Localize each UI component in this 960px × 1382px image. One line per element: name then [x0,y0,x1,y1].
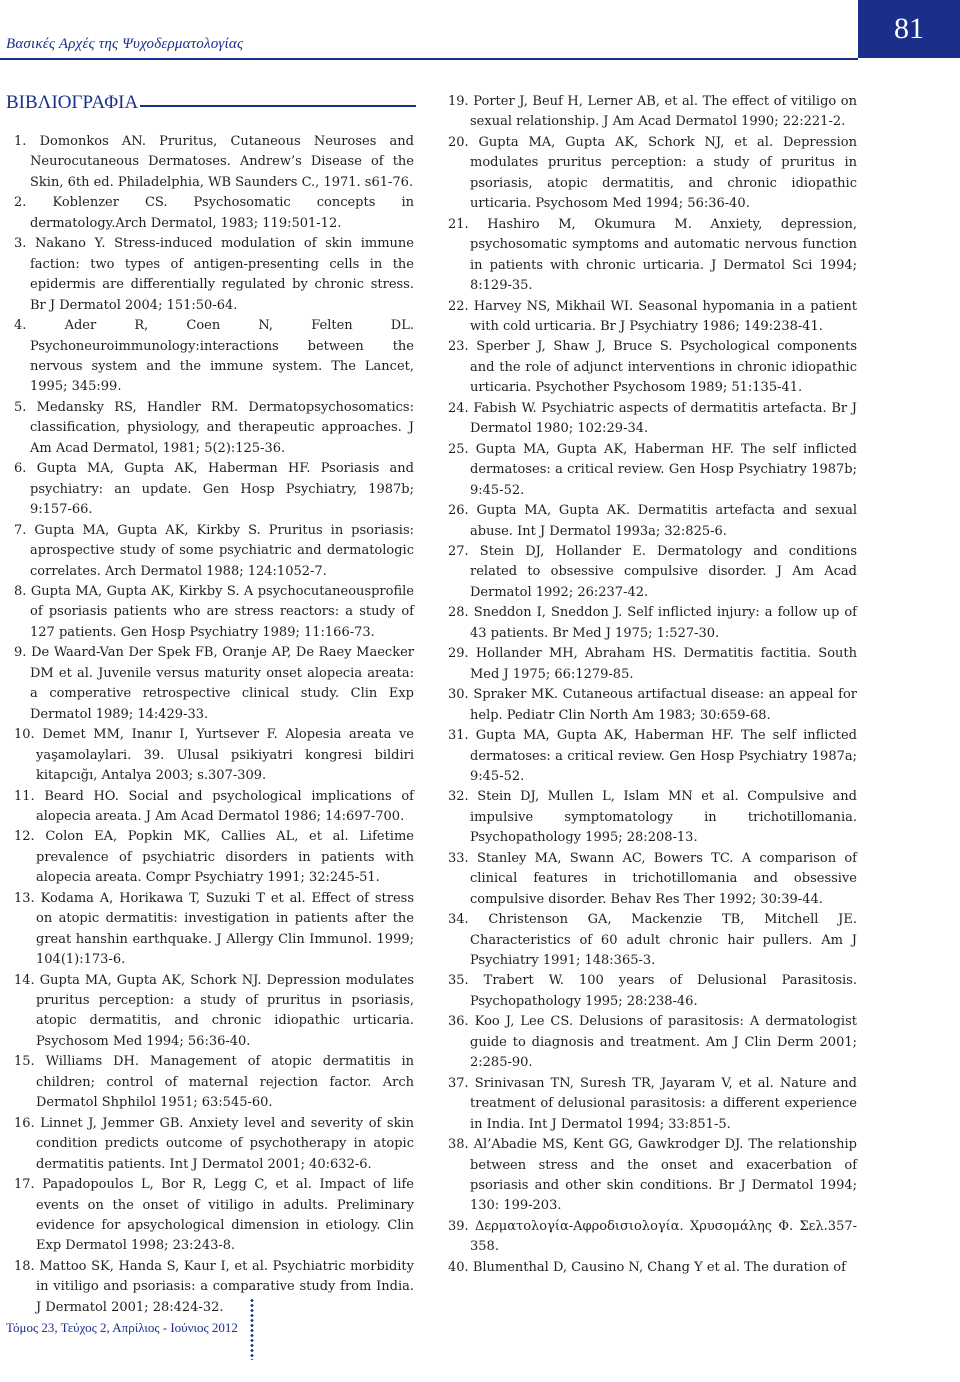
section-heading-rule [140,105,416,107]
reference-text: Al’Abadie MS, Kent GG, Gawkrodger DJ. The relationship between stress and the onset and exacerbation of psoriasis and other skin conditions. Br J Dermatol 1994; 130: 199-203. [470,1137,857,1214]
reference-number: 32. [448,789,469,805]
reference-item [448,1135,857,1217]
reference-number: 34. [448,912,469,928]
reference-number: 28. [448,605,469,621]
reference-text: Gupta MA, Gupta AK, Haberman HF. The self inflicted dermatoses: a critical review. Gen Hosp Psychiatry 1987a; 9:45-52. [470,728,857,784]
reference-item [448,440,857,501]
reference-text: Δερματολογία-Αφροδισιολογία. Χρυσομάλης Φ. Σελ.357-358. [470,1218,857,1255]
reference-text: Beard HO. Social and psychological implications of alopecia areata. J Am Acad Dermatol 1986; 14:697-700. [36,788,414,824]
reference-text: Trabert W. 100 years of Delusional Parasitosis. Psychopathology 1995; 28:238-46. [470,973,857,1009]
reference-number: 13. [14,890,35,906]
reference-item [448,910,857,971]
reference-item [448,399,857,440]
reference-number: 3. [14,236,27,252]
reference-number: 9. [14,645,27,661]
reference-number: 8. [14,583,27,599]
reference-text: Gupta MA, Gupta AK, Haberman HF. Psoriasis and psychiatry: an update. Gen Hosp Psychiatry, 1987b; 9:157-66. [30,461,414,518]
reference-text: Kodama A, Horikawa T, Suzuki T et al. Effect of stress on atopic dermatitis: investigation in patients after the great hanshin earthquake. J Allergy Clin Immunol. 1999; 104(1):173-6. [36,890,414,968]
reference-text: Gupta MA, Gupta AK, Kirkby S. Pruritus in psoriasis: aprospective study of some psychiatric and dermatologic correlates. Arch Dermatol 1988; 124:1052-7. [30,522,414,579]
reference-number: 33. [448,850,469,866]
reference-text: Koblenzer CS. Psychosomatic concepts in dermatology.Arch Dermatol, 1983; 119:501-12. [30,195,414,231]
reference-item [14,459,414,520]
reference-number: 29. [448,646,469,662]
reference-text: Spraker MK. Cutaneous artifactual disease: an appeal for help. Pediatr Clin North Am 1983; 30:659-68. [470,687,857,723]
reference-item [448,787,857,848]
reference-item [14,1175,414,1257]
reference-number: 37. [448,1075,469,1091]
reference-item [448,337,857,398]
reference-item [14,316,414,398]
reference-number: 36. [448,1014,469,1030]
reference-item [448,971,857,1012]
reference-item [14,132,414,193]
reference-item [448,133,857,215]
reference-text: Porter J, Beuf H, Lerner AB, et al. The effect of vitiligo on sexual relationship. J Am Acad Dermatol 1990; 22:221-2. [470,94,857,130]
reference-number: 39. [448,1218,469,1234]
reference-number: 38. [448,1137,469,1153]
reference-item [448,1258,857,1278]
footer-issue: Τόμος 23, Τεύχος 2, Απρίλιος - Ιούνιος 2012 [6,1320,238,1335]
reference-text: Gupta MA, Gupta AK, Kirkby S. A psychocutaneousprofile of psoriasis patients who are stress reactors: a study of 127 patients. Gen Hosp Psychiatry 1989; 11:166-73. [30,583,414,640]
reference-item [448,297,857,338]
reference-number: 14. [14,972,35,988]
reference-item [14,234,414,316]
reference-number: 1. [14,134,27,149]
reference-number: 5. [14,399,27,415]
reference-number: 26. [448,503,469,519]
header-rule [0,58,858,60]
reference-text: Gupta MA, Gupta AK, Haberman HF. The self inflicted dermatoses: a critical review. Gen Hosp Psychiatry 1987b; 9:45-52. [470,441,857,498]
reference-item [448,685,857,726]
reference-item [448,92,857,133]
reference-number: 25. [448,441,469,457]
reference-item [448,644,857,685]
reference-text: Harvey NS, Mikhail WI. Seasonal hypomania in a patient with cold urticaria. Br J Psychiatry 1986; 149:238-41. [470,298,858,334]
reference-text: Gupta MA, Gupta AK, Schork NJ, et al. Depression modulates pruritus perception: a study of pruritus in psoriasis, atopic dermatitis, and chronic idiopathic urticaria. Psychosom Med 1994; 56:36-40. [470,134,857,212]
reference-text: Stein DJ, Hollander E. Dermatology and conditions related to obsessive compulsive disorder. J Am Acad Dermatol 1992; 26:237-42. [470,543,857,600]
reference-number: 31. [448,728,469,744]
reference-item [448,542,857,603]
reference-text: Srinivasan TN, Suresh TR, Jayaram V, et al. Nature and treatment of delusional parasitosis: a different experience in India. Int J Dermatol 1994; 33:851-5. [470,1075,858,1132]
reference-number: 6. [14,461,27,477]
reference-text: Linnet J, Jemmer GB. Anxiety level and severity of skin condition predicts outcome of psychotherapy in atopic dermatitis patients. Int J Dermatol 2001; 40:632-6. [36,1115,415,1172]
reference-number: 19. [448,94,469,109]
reference-number: 22. [448,298,469,314]
reference-text: Sperber J, Shaw J, Bruce S. Psychological components and the role of adjunct interventions in chronic idiopathic urticaria. Psychother Psychosom 1989; 51:135-41. [470,339,857,396]
reference-number: 4. [14,318,27,334]
reference-item [14,398,414,459]
reference-item [14,1257,414,1318]
reference-item [448,849,857,910]
reference-number: 27. [448,543,469,559]
reference-item [14,787,414,828]
reference-item [448,501,857,542]
reference-number: 40. [448,1259,469,1275]
reference-item [448,1074,857,1135]
reference-item [448,215,857,297]
reference-number: 30. [448,687,469,703]
reference-text: Nakano Y. Stress-induced modulation of skin immune faction: two types of antigen-presenting cells in the epidermis are differentially regulated by chronic stress. Br J Dermatol 2004; 151:50-64. [30,236,414,313]
reference-text: Stein DJ, Mullen L, Islam MN et al. Compulsive and impulsive symptomatology in trichotillomania. Psychopathology 1995; 28:208-13. [470,789,857,846]
reference-text: De Waard-Van Der Spek FB, Oranje AP, De Raey Maecker DM et al. Juvenile versus maturity onset alopecia areata: a comperative retrospective clinical study. Clin Exp Dermatol 1989; 14:429-33. [30,645,415,722]
reference-item [14,1114,414,1175]
reference-item [448,603,857,644]
reference-item [14,521,414,582]
reference-text: Williams DH. Management of atopic dermatitis in children; control of maternal rejection factor. Arch Dermatol Shphilol 1951; 63:545-60. [36,1054,414,1111]
reference-text: Papadopoulos L, Bor R, Legg C, et al. Impact of life events on the onset of vitiligo in adults. Preliminary evidence for apsychological dimension in etiology. Clin Exp Dermatol 1998; 23:243-8. [36,1177,414,1254]
reference-number: 15. [14,1054,35,1070]
reference-number: 20. [448,134,469,150]
footer-dots-divider [250,1298,254,1360]
reference-text: Gupta MA, Gupta AK. Dermatitis artefacta and sexual abuse. Int J Dermatol 1993a; 32:825-6. [470,503,858,539]
reference-item [14,971,414,1053]
reference-item [448,1217,857,1258]
running-header-title: Βασικές Αρχές της Ψυχοδερματολογίας [6,36,244,52]
reference-text: Christenson GA, Mackenzie TB, Mitchell JE. Characteristics of 60 adult chronic hair pullers. Am J Psychiatry 1991; 148:365-3. [470,912,857,969]
reference-item [14,1052,414,1113]
reference-number: 11. [14,788,35,804]
reference-text: Medansky RS, Handler RM. Dermatopsychosomatics: classification, physiology, and therapeutic approaches. J Am Acad Dermatol, 1981; 5(2):125-36. [30,399,414,456]
reference-text: Ader R, Coen N, Felten DL. Psychoneuroimmunology:interactions between the nervous system and the immune system. The Lancet, 1995; 345:99. [30,318,414,395]
reference-text: Hollander MH, Abraham HS. Dermatitis factitia. South Med J 1975; 66:1279-85. [470,646,857,682]
reference-item [448,726,857,787]
reference-text: Demet MM, Inanır I, Yurtsever F. Alopesia areata ve yaşamolaylari. 39. Ulusal psikiyatri kongresi bildiri kitapcığı, Antalya 2003; s.307-309. [36,727,414,784]
reference-text: Hashiro M, Okumura M. Anxiety, depression, psychosomatic symptoms and automatic nervous function in patients with chronic urticaria. J Dermatol Sci 1994; 8:129-35. [470,216,857,294]
page-number: 81 [858,0,960,58]
reference-number: 7. [14,522,27,538]
reference-item [14,827,414,888]
reference-text: Gupta MA, Gupta AK, Schork NJ. Depression modulates pruritus perception: a study of pruritus in psoriasis, atopic dermatitis, and chronic idiopathic urticaria. Psychosom Med 1994; 56:36-40. [36,972,414,1049]
reference-text: Koo J, Lee CS. Delusions of parasitosis: A dermatologist guide to diagnosis and treatment. Am J Clin Derm 2001; 2:285-90. [470,1014,857,1071]
references-left-column [14,132,414,1318]
reference-number: 17. [14,1177,35,1193]
reference-number: 18. [14,1258,35,1274]
reference-item [14,643,414,725]
reference-text: Stanley MA, Swann AC, Bowers TC. A comparison of clinical features in trichotillomania and obsessive compulsive disorder. Behav Res Ther 1992; 30:39-44. [470,850,857,907]
reference-number: 2. [14,195,27,211]
reference-text: Domonkos AN. Pruritus, Cutaneous Neuroses and Neurocutaneous Dermatoses. Andrew’s Disease of the Skin, 6th ed. Philadelphia, WB Saunders C., 1971. s61-76. [30,134,414,190]
reference-item [14,582,414,643]
reference-number: 16. [14,1115,35,1131]
reference-number: 21. [448,216,469,232]
reference-text: Sneddon I, Sneddon J. Self inflicted injury: a follow up of 43 patients. Br Med J 1975; 1:527-30. [470,605,857,641]
reference-item [14,889,414,971]
reference-text: Mattoo SK, Handa S, Kaur I, et al. Psychiatric morbidity in vitiligo and psoriasis: a comparative study from India. J Dermatol 2001; 28:424-32. [36,1258,415,1315]
section-heading [6,92,416,114]
reference-text: Blumenthal D, Causino N, Chang Y et al. The duration of [472,1259,846,1275]
reference-number: 24. [448,400,469,416]
reference-text: Colon EA, Popkin MK, Callies AL, et al. Lifetime prevalence of psychiatric disorders in patients with alopecia areata. Compr Psychiatry 1991; 32:245-51. [36,829,414,886]
reference-number: 12. [14,829,35,845]
reference-number: 10. [14,727,35,743]
section-heading-text: ΒΙΒΛΙΟΓΡΑΦΙΑ [6,92,139,113]
reference-number: 35. [448,973,469,989]
reference-item [14,725,414,786]
reference-text: Fabish W. Psychiatric aspects of dermatitis artefacta. Br J Dermatol 1980; 102:29-34. [470,400,857,437]
references-right-column [448,92,857,1278]
reference-item [14,193,414,234]
reference-number: 23. [448,339,469,355]
reference-item [448,1012,857,1073]
